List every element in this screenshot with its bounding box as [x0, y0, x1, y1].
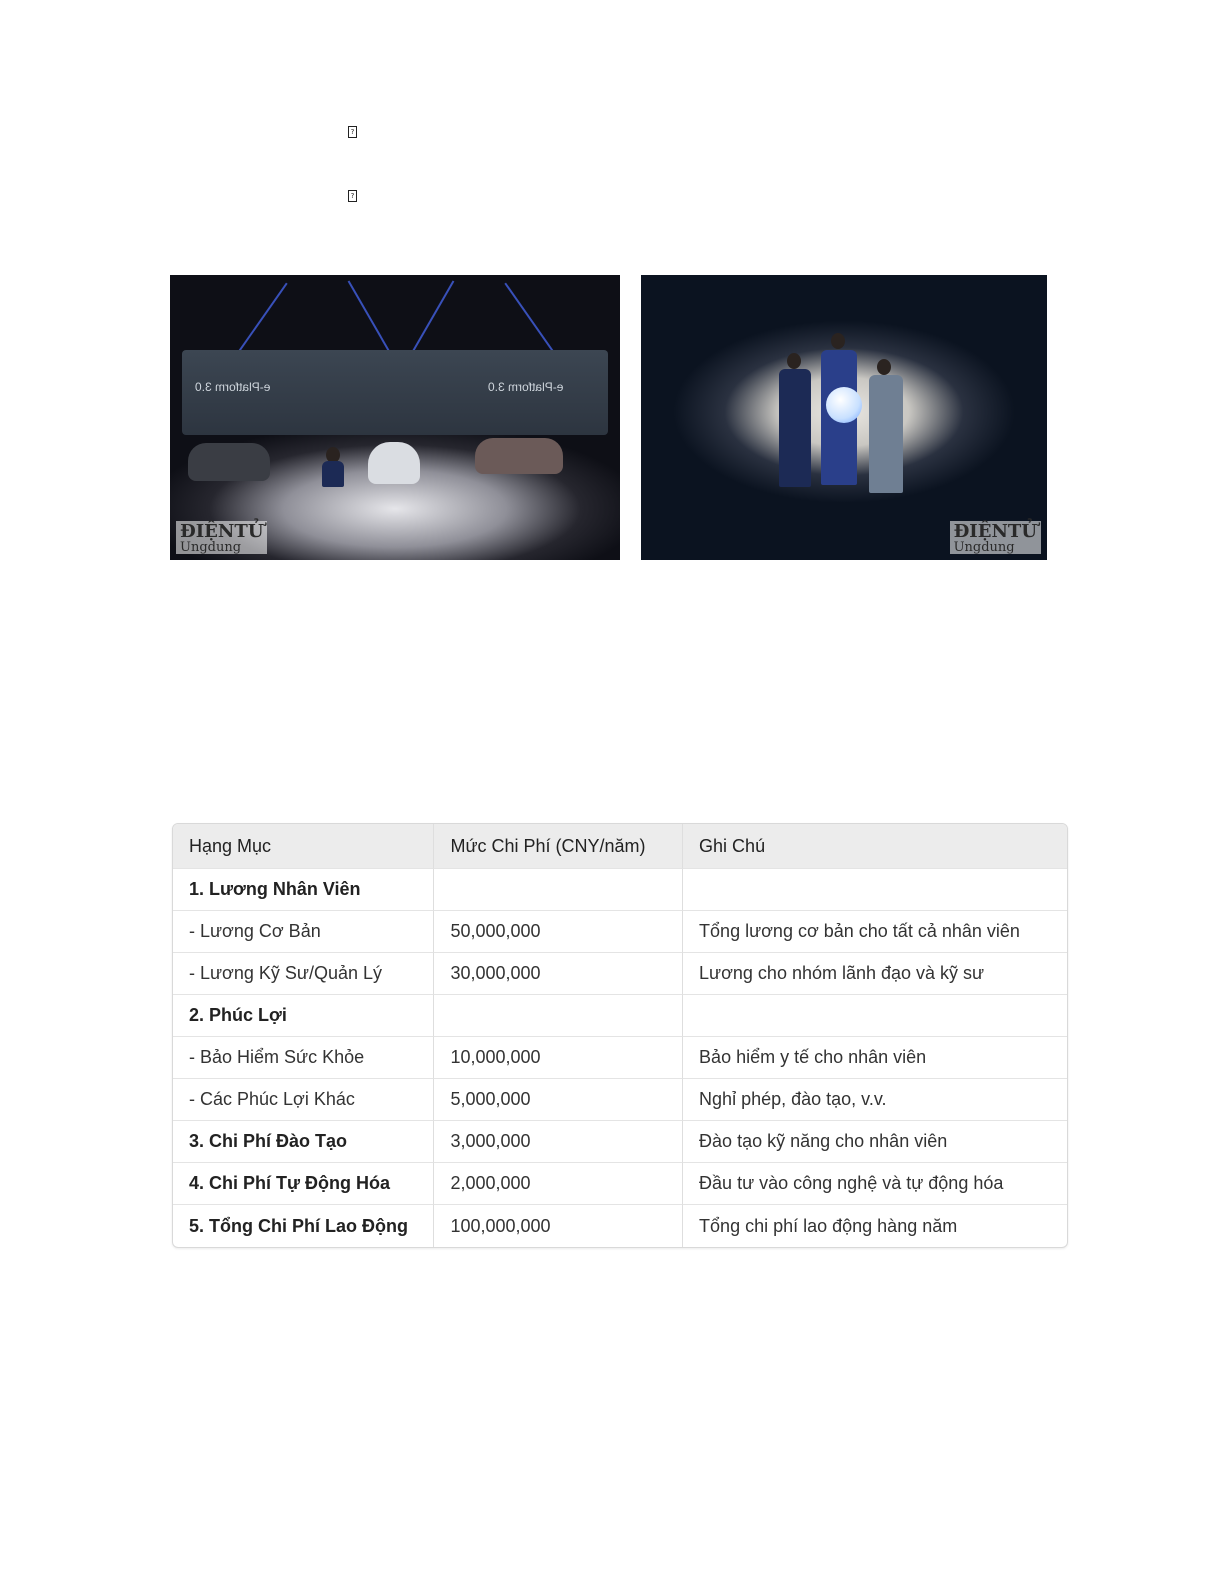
cell-item: - Bảo Hiểm Sức Khỏe: [173, 1037, 434, 1079]
screen-text: e-Platform 3.0: [195, 380, 271, 394]
person-right: [869, 375, 903, 493]
cell-item: - Lương Kỹ Sư/Quản Lý: [173, 953, 434, 995]
cell-note: Bảo hiểm y tế cho nhân viên: [683, 1037, 1067, 1079]
cell-cost: 50,000,000: [434, 911, 683, 953]
missing-glyph-icon: ?: [348, 190, 357, 202]
stage-light-beam: [504, 283, 557, 358]
presenter: [322, 461, 344, 487]
cell-item: 1. Lương Nhân Viên: [173, 869, 434, 911]
table-row: [173, 1205, 1067, 1247]
car-right: [475, 438, 563, 474]
missing-glyph-icon: ?: [348, 126, 357, 138]
cell-cost: 2,000,000: [434, 1163, 683, 1205]
cell-note: [683, 869, 1067, 911]
header-note: Ghi Chú: [683, 824, 1067, 869]
cell-note: Nghỉ phép, đào tạo, v.v.: [683, 1079, 1067, 1121]
watermark-logo: ĐIỆNTỬ Ungdung: [950, 521, 1041, 554]
table-row: [173, 1037, 1067, 1079]
table-row: [173, 911, 1067, 953]
cell-item: 3. Chi Phí Đào Tạo: [173, 1121, 434, 1163]
car-launch-photo: [170, 275, 620, 560]
labor-cost-table: [172, 823, 1068, 1248]
table-header-row: [173, 824, 1067, 869]
stage-light-beam: [408, 281, 455, 360]
cell-note: Đào tạo kỹ năng cho nhân viên: [683, 1121, 1067, 1163]
cell-cost: 100,000,000: [434, 1205, 683, 1247]
car-center: [368, 442, 420, 484]
header-cost: Mức Chi Phí (CNY/năm): [434, 824, 683, 869]
cell-item: - Các Phúc Lợi Khác: [173, 1079, 434, 1121]
cell-cost: 30,000,000: [434, 953, 683, 995]
person-head: [877, 359, 891, 375]
table-row: [173, 953, 1067, 995]
screen-text: e-Platform 3.0: [488, 380, 564, 394]
cell-note: Đầu tư vào công nghệ và tự động hóa: [683, 1163, 1067, 1205]
ceremony-photo: [641, 275, 1047, 560]
cell-item: 2. Phúc Lợi: [173, 995, 434, 1037]
cell-item: 5. Tổng Chi Phí Lao Động: [173, 1205, 434, 1247]
cell-cost: [434, 995, 683, 1037]
cell-note: Lương cho nhóm lãnh đạo và kỹ sư: [683, 953, 1067, 995]
table-row: [173, 1079, 1067, 1121]
person-left: [779, 369, 811, 487]
watermark-logo: ĐIỆNTỬ Ungdung: [176, 521, 267, 554]
cell-item: - Lương Cơ Bản: [173, 911, 434, 953]
header-item: Hạng Mục: [173, 824, 434, 869]
stage-light-beam: [234, 283, 287, 358]
cell-cost: [434, 869, 683, 911]
stage-light-beam: [348, 281, 395, 360]
person-head: [787, 353, 801, 369]
cell-cost: 5,000,000: [434, 1079, 683, 1121]
cell-item: 4. Chi Phí Tự Động Hóa: [173, 1163, 434, 1205]
cell-note: Tổng chi phí lao động hàng năm: [699, 1215, 958, 1236]
car-left: [188, 443, 270, 481]
table-row: [173, 869, 1067, 911]
person-head: [831, 333, 845, 349]
table-row: [173, 1163, 1067, 1205]
cell-note: [683, 995, 1067, 1037]
cell-note: Tổng lương cơ bản cho tất cả nhân viên: [683, 911, 1067, 953]
cell-cost: 3,000,000: [434, 1121, 683, 1163]
glowing-orb: [826, 387, 862, 423]
table-row: [173, 995, 1067, 1037]
cell-cost: 10,000,000: [434, 1037, 683, 1079]
table-row: [173, 1121, 1067, 1163]
